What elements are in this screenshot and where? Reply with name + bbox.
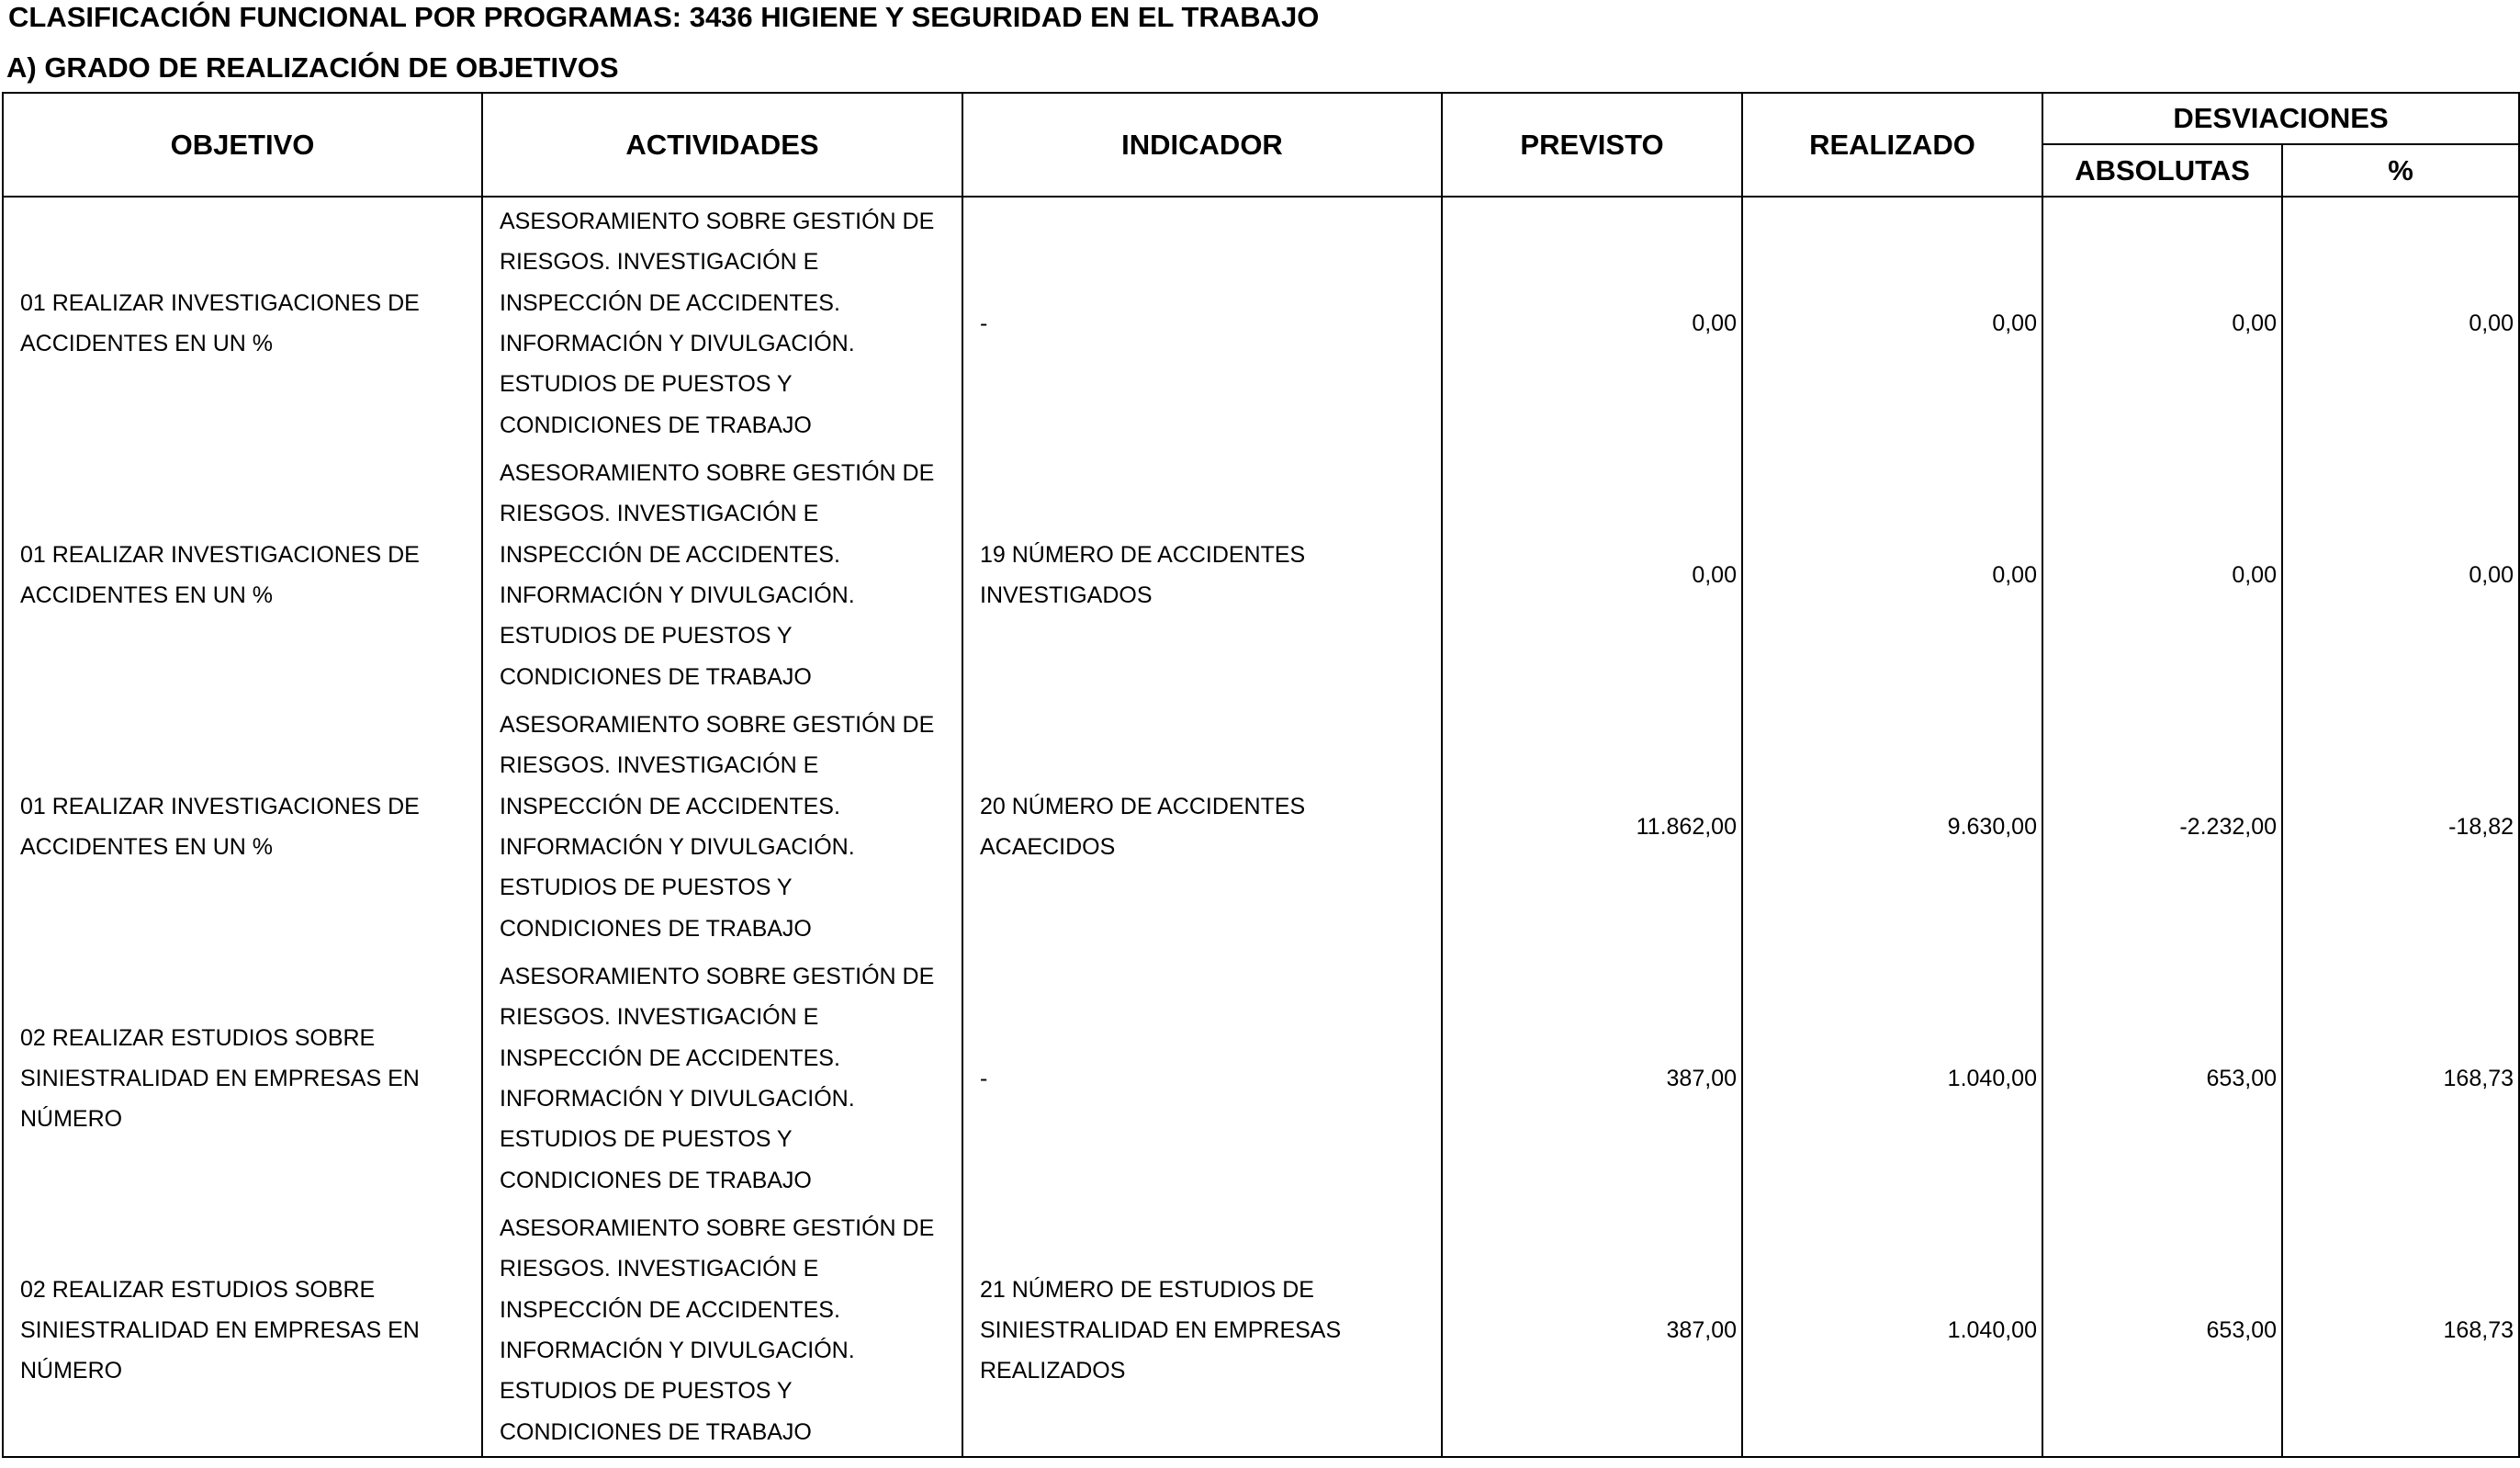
cell-indicador: - [962,197,1442,449]
cell-realizado: 0,00 [1742,197,2042,449]
cell-absolutas: 0,00 [2042,449,2282,701]
cell-indicador: 21 NÚMERO DE ESTUDIOS DE SINIESTRALIDAD EN EMPRESAS REALIZADOS [962,1204,1442,1457]
cell-porcentaje: 0,00 [2282,197,2519,449]
cell-previsto: 387,00 [1442,953,1742,1204]
table-row [3,701,2519,953]
cell-actividades: ASESORAMIENTO SOBRE GESTIÓN DE RIESGOS. INVESTIGACIÓN E INSPECCIÓN DE ACCIDENTES. INFORMACIÓN Y DIVULGACIÓN. ESTUDIOS DE PUESTOS Y CONDICIONES DE TRABAJO [482,197,962,449]
table-row [3,953,2519,1204]
cell-absolutas: 0,00 [2042,197,2282,449]
cell-objetivo: 02 REALIZAR ESTUDIOS SOBRE SINIESTRALIDAD EN EMPRESAS EN NÚMERO [3,953,482,1204]
cell-porcentaje: 168,73 [2282,953,2519,1204]
header-indicador: INDICADOR [962,93,1442,197]
table-row [3,1204,2519,1457]
header-porcentaje: % [2282,144,2519,197]
cell-porcentaje: 168,73 [2282,1204,2519,1457]
cell-actividades: ASESORAMIENTO SOBRE GESTIÓN DE RIESGOS. INVESTIGACIÓN E INSPECCIÓN DE ACCIDENTES. INFORMACIÓN Y DIVULGACIÓN. ESTUDIOS DE PUESTOS Y CONDICIONES DE TRABAJO [482,701,962,953]
cell-realizado: 1.040,00 [1742,1204,2042,1457]
table-row [3,449,2519,701]
header-objetivo: OBJETIVO [3,93,482,197]
objectives-table [2,92,2520,1458]
table-row [3,197,2519,449]
cell-indicador: 20 NÚMERO DE ACCIDENTES ACAECIDOS [962,701,1442,953]
cell-porcentaje: 0,00 [2282,449,2519,701]
cell-previsto: 11.862,00 [1442,701,1742,953]
cell-realizado: 0,00 [1742,449,2042,701]
cell-actividades: ASESORAMIENTO SOBRE GESTIÓN DE RIESGOS. INVESTIGACIÓN E INSPECCIÓN DE ACCIDENTES. INFORMACIÓN Y DIVULGACIÓN. ESTUDIOS DE PUESTOS Y CONDICIONES DE TRABAJO [482,449,962,701]
cell-indicador: - [962,953,1442,1204]
cell-porcentaje: -18,82 [2282,701,2519,953]
cell-indicador: 19 NÚMERO DE ACCIDENTES INVESTIGADOS [962,449,1442,701]
header-realizado: REALIZADO [1742,93,2042,197]
cell-previsto: 387,00 [1442,1204,1742,1457]
cell-previsto: 0,00 [1442,449,1742,701]
header-absolutas: ABSOLUTAS [2042,144,2282,197]
cell-actividades: ASESORAMIENTO SOBRE GESTIÓN DE RIESGOS. INVESTIGACIÓN E INSPECCIÓN DE ACCIDENTES. INFORMACIÓN Y DIVULGACIÓN. ESTUDIOS DE PUESTOS Y CONDICIONES DE TRABAJO [482,953,962,1204]
header-previsto: PREVISTO [1442,93,1742,197]
cell-objetivo: 01 REALIZAR INVESTIGACIONES DE ACCIDENTES EN UN % [3,197,482,449]
cell-objetivo: 01 REALIZAR INVESTIGACIONES DE ACCIDENTES EN UN % [3,701,482,953]
cell-absolutas: 653,00 [2042,1204,2282,1457]
cell-objetivo: 01 REALIZAR INVESTIGACIONES DE ACCIDENTES EN UN % [3,449,482,701]
cell-absolutas: -2.232,00 [2042,701,2282,953]
header-actividades: ACTIVIDADES [482,93,962,197]
cell-objetivo: 02 REALIZAR ESTUDIOS SOBRE SINIESTRALIDAD EN EMPRESAS EN NÚMERO [3,1204,482,1457]
cell-absolutas: 653,00 [2042,953,2282,1204]
cell-previsto: 0,00 [1442,197,1742,449]
section-title: A) GRADO DE REALIZACIÓN DE OBJETIVOS [6,51,619,84]
page-title: CLASIFICACIÓN FUNCIONAL POR PROGRAMAS: 3436 HIGIENE Y SEGURIDAD EN EL TRABAJO [8,1,1320,33]
cell-realizado: 1.040,00 [1742,953,2042,1204]
cell-realizado: 9.630,00 [1742,701,2042,953]
header-desviaciones: DESVIACIONES [2042,93,2519,144]
cell-actividades: ASESORAMIENTO SOBRE GESTIÓN DE RIESGOS. INVESTIGACIÓN E INSPECCIÓN DE ACCIDENTES. INFORMACIÓN Y DIVULGACIÓN. ESTUDIOS DE PUESTOS Y CONDICIONES DE TRABAJO [482,1204,962,1457]
